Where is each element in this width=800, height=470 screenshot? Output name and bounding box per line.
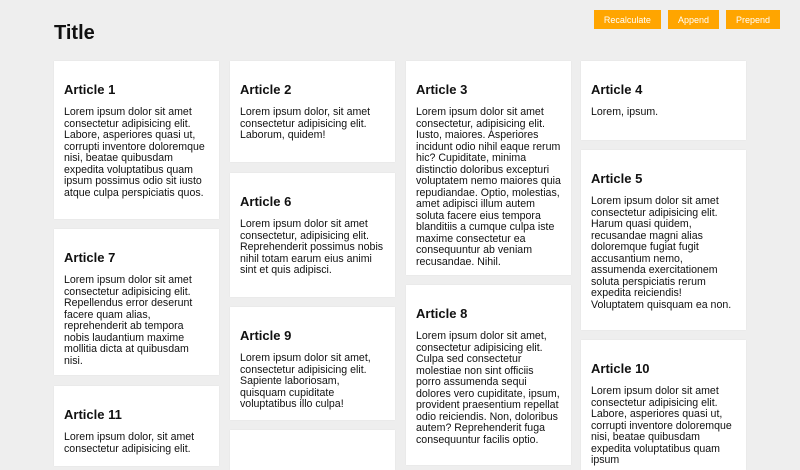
article-card <box>406 61 571 275</box>
append-button[interactable]: Append <box>668 10 719 29</box>
article-body: Lorem ipsum dolor, sit amet consectetur adipisicing elit. Laborum, quidem! <box>240 106 371 141</box>
article-body: Lorem ipsum dolor sit amet consectetur, adipisicing elit. Iusto, maiores. Asperiores incidunt odio nihil eaque rerum hic? Cupiditate, minima distinctio doloribus excepturi voluptatem nemo maiores quia repudiandae. Optio, molestias, amet adipisci illum autem soluta facere eius tempora blanditiis a cumque culpa iste maxime consectetur ea consequuntur ab veniam recusandae. Nihil. <box>416 106 561 268</box>
prepend-button[interactable]: Prepend <box>726 10 780 29</box>
article-body: Lorem ipsum dolor sit amet consectetur adipisicing elit. Labore, asperiores quasi ut, corrupti inventore doloremque nisi, beatae quibusdam expedita voluptatibus quam ipsum possimus odio sit iusto atque culpa perspiciatis quos. <box>64 106 205 199</box>
article-body: Lorem, ipsum. <box>591 106 659 118</box>
article-title: Article 7 <box>64 250 116 265</box>
recalculate-button[interactable]: Recalculate <box>594 10 661 29</box>
article-card <box>54 229 219 375</box>
article-title: Article 2 <box>240 82 292 97</box>
article-card <box>406 285 571 465</box>
article-card <box>230 173 395 297</box>
article-title: Article 1 <box>64 82 116 97</box>
article-card <box>581 150 746 330</box>
article-body: Lorem ipsum dolor sit amet consectetur, adipisicing elit. Reprehenderit possimus nobis nihil totam earum eius animi sint et quis adipisci. <box>240 218 384 276</box>
article-title: Article 5 <box>591 171 643 186</box>
article-body: Lorem ipsum dolor sit amet consectetur adipisicing elit. Labore, asperiores quasi ut, corrupti inventore doloremque nisi, beatae quibusdam expedita voluptatibus quam ipsum <box>591 385 732 466</box>
article-card <box>581 61 746 140</box>
article-body: Lorem ipsum dolor sit amet, consectetur adipisicing elit. Sapiente laboriosam, quisquam cupiditate voluptatibus illo culpa! <box>240 352 371 410</box>
toolbar <box>594 10 780 29</box>
article-body: Lorem ipsum dolor sit amet, consectetur adipisicing elit. Culpa sed consectetur molestiae non sint officiis porro assumenda sequi dolores vero cupiditate, ipsum, provident praesentium repellat odio reiciendis. Non, doloribus autem? Reprehenderit fuga consequuntur facilis optio. <box>416 330 560 446</box>
article-card <box>230 430 395 470</box>
article-card <box>230 307 395 420</box>
article-card <box>54 386 219 466</box>
article-title: Article 9 <box>240 328 292 343</box>
article-card <box>230 61 395 162</box>
article-title: Article 4 <box>591 82 643 97</box>
article-title: Article 8 <box>416 306 468 321</box>
article-title: Article 11 <box>64 407 122 422</box>
article-title: Article 6 <box>240 194 292 209</box>
article-title: Article 10 <box>591 361 650 376</box>
article-card <box>581 340 746 470</box>
article-card <box>54 61 219 219</box>
article-body: Lorem ipsum dolor, sit amet consectetur adipisicing elit. <box>64 431 195 455</box>
page-title: Title <box>54 22 95 44</box>
article-body: Lorem ipsum dolor sit amet consectetur adipisicing elit. Harum quasi quidem, recusandae magni alias doloremque fugiat fugit accusantium nemo, assumenda exercitationem soluta perspiciatis rerum expedita reiciendis! Voluptatem quisquam ea non. <box>591 195 732 311</box>
article-body: Lorem ipsum dolor sit amet consectetur adipisicing elit. Repellendus error deserunt facere quam alias, reprehenderit ab tempora nobis laudantium maxime mollitia dicta at quibusdam nisi. <box>64 274 193 367</box>
article-title: Article 3 <box>416 82 468 97</box>
